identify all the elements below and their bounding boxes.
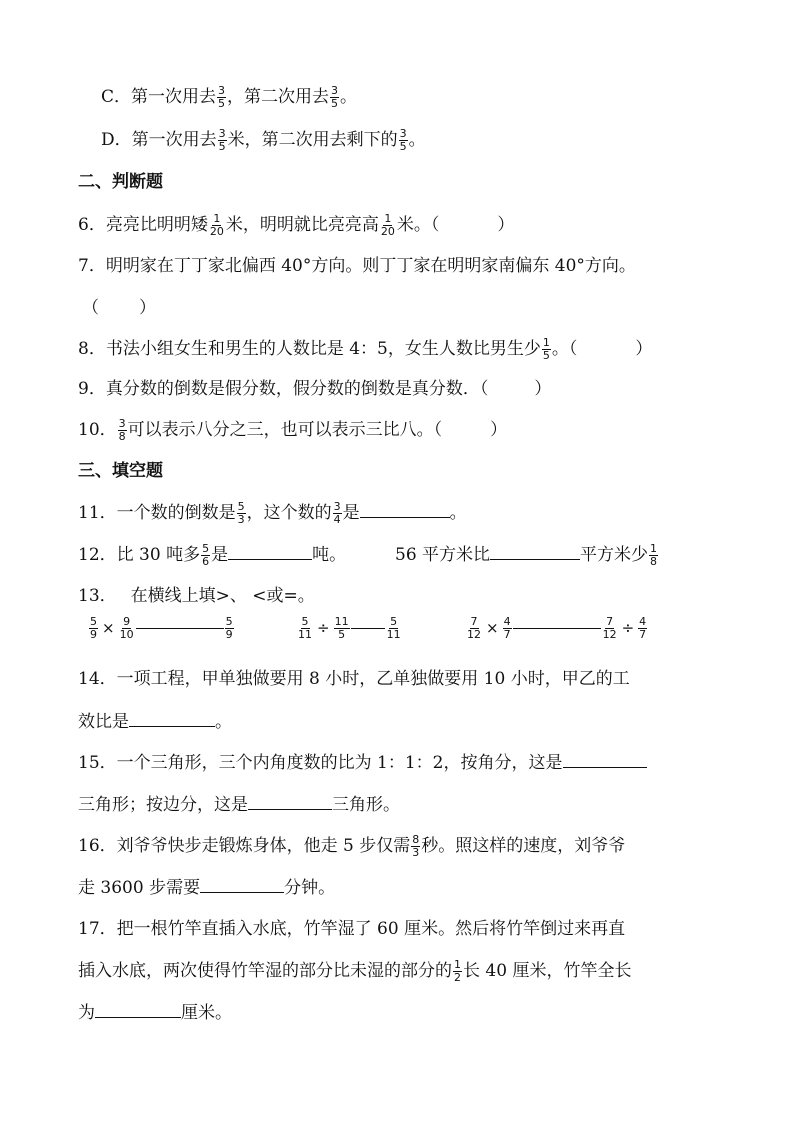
fraction: $\frac{4}{7}$ — [503, 615, 511, 641]
fraction: $\frac{5}{6}$ — [202, 542, 210, 568]
compare-blank[interactable] — [513, 628, 601, 629]
answer-blank[interactable] — [490, 543, 580, 560]
fraction: $\frac{7}{12}$ — [602, 615, 617, 641]
question-number: 17． — [78, 919, 117, 939]
compare-item-1 — [88, 616, 235, 641]
answer-blank[interactable] — [228, 543, 312, 560]
multiply-sign: × — [102, 619, 115, 637]
answer-blank[interactable] — [200, 876, 284, 893]
fraction: $\frac{3}{5}$ — [331, 84, 339, 110]
fraction: $\frac{3}{5}$ — [218, 127, 226, 153]
question-number: 11． — [78, 503, 117, 523]
answer-blank[interactable] — [95, 1001, 181, 1018]
question-8: 8．书法小组女生和男生的人数比是 4：5，女生人数比男生少 $\frac{1}{5}$ 。（ ） — [78, 336, 653, 362]
fraction: $\frac{3}{5}$ — [218, 84, 226, 110]
question-number: 9． — [78, 379, 106, 399]
fraction: $\frac{9}{10}$ — [119, 615, 134, 641]
fraction: $\frac{5}{3}$ — [237, 500, 245, 526]
fraction: $\frac{5}{9}$ — [225, 615, 233, 641]
answer-blank[interactable] — [129, 710, 215, 727]
option-c: C．第一次用去 $\frac{3}{5}$ ，第二次用去 $\frac{3}{5}$ 。 — [101, 84, 358, 110]
question-15-line2: 三角形；按边分，这是 三角形。 — [78, 795, 400, 815]
question-17-line3: 为 厘米。 — [78, 1003, 232, 1023]
option-label: C． — [101, 87, 132, 107]
fraction: $\frac{1}{8}$ — [650, 542, 658, 568]
section-heading-fill: 三、填空题 — [78, 461, 163, 481]
question-10: 10． $\frac{3}{8}$ 可以表示八分之三，也可以表示三比八。（ ） — [78, 417, 508, 443]
fraction: $\frac{3}{5}$ — [399, 127, 407, 153]
question-9: 9．真分数的倒数是假分数，假分数的倒数是真分数．（ ） — [78, 379, 552, 399]
multiply-sign: × — [486, 619, 499, 637]
answer-blank[interactable] — [360, 501, 450, 518]
answer-blank[interactable] — [248, 793, 332, 810]
section-heading-judge: 二、判断题 — [78, 172, 163, 192]
compare-item-2 — [296, 616, 403, 641]
question-11: 11．一个数的倒数是 $\frac{5}{3}$ ，这个数的 $\frac{3}{4}$ 是 。 — [78, 500, 467, 526]
question-15: 15．一个三角形，三个内角度数的比为 1：1：2，按角分，这是 — [78, 751, 647, 775]
fraction: $\frac{1}{2}$ — [454, 958, 461, 984]
question-14: 14．一项工程，甲单独做要用 8 小时，乙单独做要用 10 小时，甲乙的工 — [78, 669, 630, 689]
question-number: 10． — [78, 420, 117, 440]
fraction: $\frac{3}{8}$ — [118, 417, 126, 443]
fraction: $\frac{5}{9}$ — [90, 615, 97, 641]
compare-blank[interactable] — [136, 628, 224, 629]
option-d: D．第一次用去 $\frac{3}{5}$ 米，第二次用去剩下的 $\frac{3}{5}$ 。 — [101, 127, 426, 153]
question-number: 12． — [78, 545, 117, 565]
question-17-line2: 插入水底，两次使得竹竿湿的部分比未湿的部分的 $\frac{1}{2}$ 长 40 厘米，竹竿全长 — [78, 958, 632, 984]
question-16: 16．刘爷爷快步走锻炼身体，他走 5 步仅需 $\frac{8}{3}$ 秒。照这样的速度，刘爷爷 — [78, 833, 626, 859]
question-number: 13． — [78, 586, 117, 606]
option-text: ，第二次用去 — [227, 87, 330, 107]
question-14-line2: 效比是 。 — [78, 712, 232, 732]
divide-sign: ÷ — [621, 619, 635, 637]
question-number: 14． — [78, 669, 117, 689]
question-number: 8． — [78, 339, 106, 359]
question-number: 6． — [78, 215, 106, 235]
compare-item-3 — [465, 616, 648, 641]
fraction: $\frac{3}{4}$ — [333, 500, 341, 526]
fraction: $\frac{11}{5}$ — [334, 615, 349, 641]
fraction: $\frac{8}{3}$ — [412, 833, 420, 859]
fraction: $\frac{1}{5}$ — [542, 336, 550, 362]
fraction: $\frac{7}{12}$ — [467, 615, 481, 641]
option-text: 第一次用去 — [131, 87, 217, 107]
question-16-line2: 走 3600 步需要 分钟。 — [78, 878, 336, 898]
answer-blank[interactable] — [563, 751, 647, 768]
compare-blank[interactable] — [351, 628, 385, 629]
question-7-answer: （ ） — [82, 298, 156, 318]
question-13: 13． 在横线上填>、 <或=。 — [78, 586, 315, 606]
question-12: 12．比 30 吨多 $\frac{5}{6}$ 是 吨。 — [78, 542, 347, 568]
question-6: 6．亮亮比明明矮 $\frac{1}{20}$ 米，明明就比亮亮高 $\frac{1}{20}$ 米。（ ） — [78, 212, 515, 238]
question-number: 7． — [78, 256, 106, 276]
question-number: 16． — [78, 836, 117, 856]
fraction: $\frac{1}{20}$ — [209, 212, 224, 238]
question-number: 15． — [78, 753, 117, 773]
question-12-part2: 56 平方米比 平方米少 $\frac{1}{8}$ — [395, 542, 658, 568]
fraction: $\frac{5}{11}$ — [298, 615, 312, 641]
fraction: $\frac{4}{7}$ — [639, 615, 647, 641]
question-7: 7．明明家在丁丁家北偏西 40°方向。则丁丁家在明明家南偏东 40°方向。 — [78, 256, 636, 276]
divide-sign: ÷ — [317, 619, 330, 637]
question-17: 17．把一根竹竿直插入水底，竹竿湿了 60 厘米。然后将竹竿倒过来再直 — [78, 919, 626, 939]
fraction: $\frac{1}{20}$ — [380, 212, 395, 238]
fraction: $\frac{5}{11}$ — [386, 615, 401, 641]
option-label: D． — [101, 130, 132, 150]
